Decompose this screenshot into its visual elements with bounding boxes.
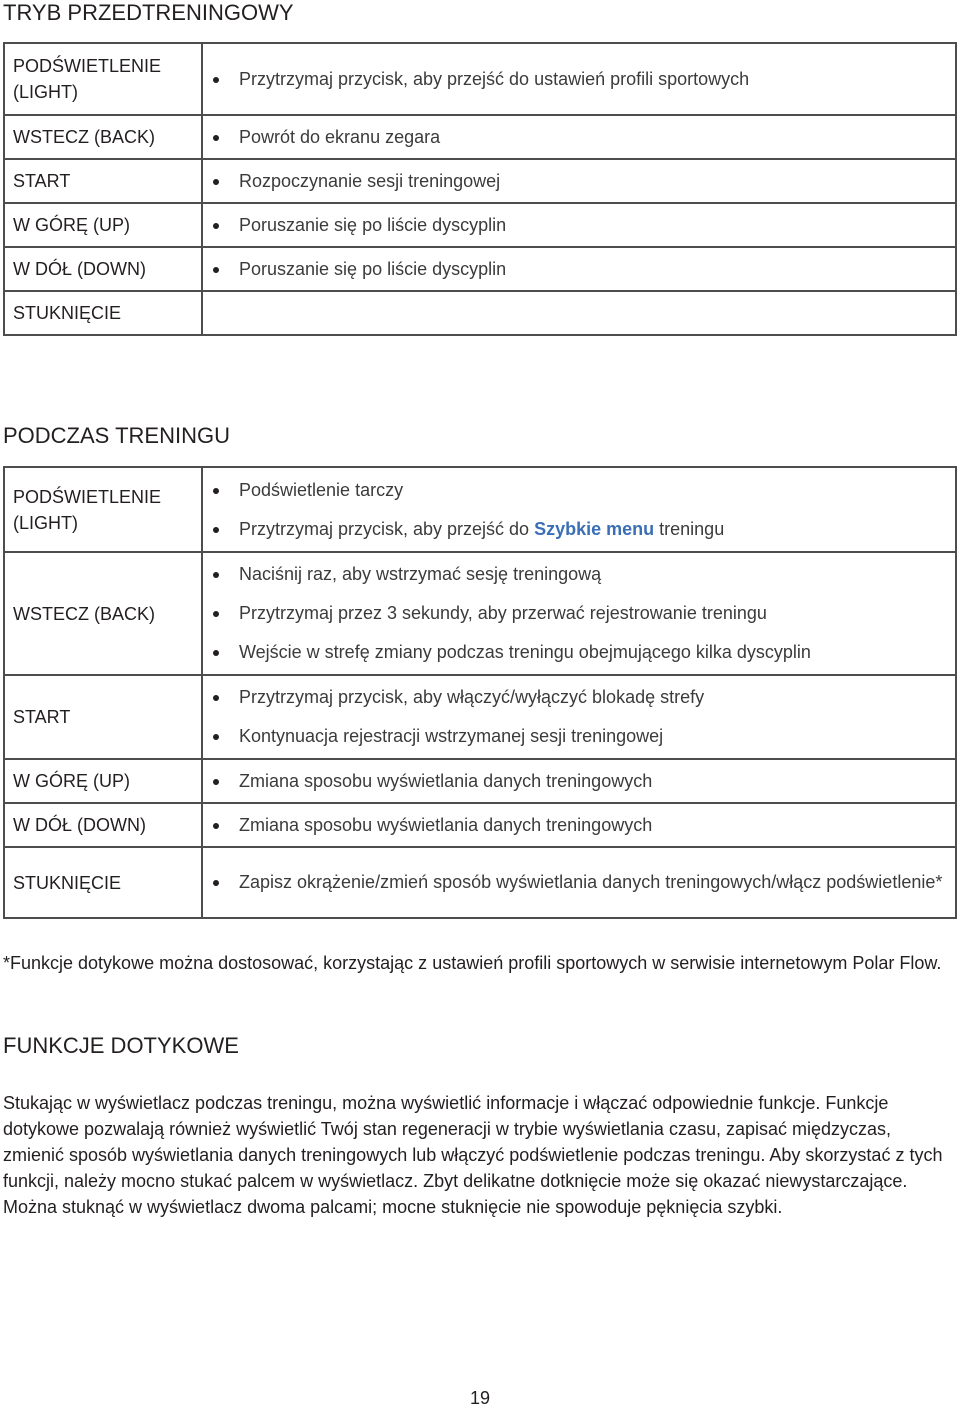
- button-name-down: W DÓŁ (DOWN): [4, 247, 202, 291]
- function-item: Przytrzymaj przycisk, aby przejść do ustawień profili sportowych: [239, 60, 955, 99]
- table-row: [4, 847, 956, 918]
- function-item: Przytrzymaj przycisk, aby włączyć/wyłączyć blokadę strefy: [239, 678, 955, 717]
- function-item: Zmiana sposobu wyświetlania danych treningowych: [239, 806, 955, 845]
- function-item: Przytrzymaj przez 3 sekundy, aby przerwać rejestrowanie treningu: [239, 594, 955, 633]
- button-name-up: W GÓRĘ (UP): [4, 203, 202, 247]
- table-row: [4, 759, 956, 803]
- function-item: [239, 510, 955, 549]
- table-row: [4, 159, 956, 203]
- quick-menu-link[interactable]: Szybkie menu: [534, 518, 655, 539]
- table-row: [4, 203, 956, 247]
- function-cell: [202, 203, 956, 247]
- table-row: [4, 467, 956, 552]
- function-cell: [202, 115, 956, 159]
- page-number: 19: [469, 1388, 491, 1408]
- table-row: [4, 552, 956, 675]
- table-row: [4, 803, 956, 847]
- function-text: Przytrzymaj przycisk, aby przejść do: [239, 518, 530, 539]
- function-item: Poruszanie się po liście dyscyplin: [239, 206, 955, 245]
- function-cell-empty: [202, 291, 956, 335]
- section-title-pre-training: TRYB PRZEDTRENINGOWY: [3, 0, 294, 25]
- function-item: Rozpoczynanie sesji treningowej: [239, 162, 955, 201]
- function-cell: [202, 759, 956, 803]
- function-item: Powrót do ekranu zegara: [239, 118, 955, 157]
- section-title-touch-functions: FUNKCJE DOTYKOWE: [3, 1033, 239, 1058]
- table-row: [4, 43, 956, 115]
- function-item: Poruszanie się po liście dyscyplin: [239, 250, 955, 289]
- table-row: [4, 675, 956, 759]
- function-cell: [202, 675, 956, 759]
- table-row: [4, 115, 956, 159]
- touch-functions-paragraph: Stukając w wyświetlacz podczas treningu, można wyświetlić informacje i włączać odpowiednie funkcje. Funkcje dotykowe pozwalają również wyświetlić Twój stan regeneracji w trybie wyświetlania czasu, zapisać międzyczas, zmienić sposób wyświetlania danych treningowych lub włączyć podświetlenie podczas treningu. Aby skorzystać z tych funkcji, należy mocno stukać palcem w wyświetlacz. Zbyt delikatne dotknięcie może się okazać niewystarczające. Można stuknąć w wyświetlacz dwoma palcami; mocne stuknięcie nie spowoduje pęknięcia szybki.: [3, 1093, 943, 1217]
- function-cell: [202, 247, 956, 291]
- function-item: Zmiana sposobu wyświetlania danych treningowych: [239, 762, 955, 801]
- function-cell: [202, 159, 956, 203]
- function-cell: [202, 552, 956, 675]
- function-item: Zapisz okrążenie/zmień sposób wyświetlania danych treningowych/włącz podświetlenie*: [239, 863, 955, 902]
- function-cell: [202, 467, 956, 552]
- button-name-light: PODŚWIETLENIE (LIGHT): [4, 43, 202, 115]
- table-row: [4, 247, 956, 291]
- button-name-up: W GÓRĘ (UP): [4, 759, 202, 803]
- button-name-back: WSTECZ (BACK): [4, 552, 202, 675]
- function-cell: [202, 43, 956, 115]
- function-item: Wejście w strefę zmiany podczas treningu obejmującego kilka dyscyplin: [239, 633, 955, 672]
- function-item: Podświetlenie tarczy: [239, 471, 955, 510]
- section-title-during-training: PODCZAS TRENINGU: [3, 423, 230, 448]
- button-name-start: START: [4, 675, 202, 759]
- training-button-table: [3, 466, 957, 919]
- table-row: [4, 291, 956, 335]
- button-name-tap: STUKNIĘCIE: [4, 291, 202, 335]
- footnote: *Funkcje dotykowe można dostosować, korzystając z ustawień profili sportowych w serwisie internetowym Polar Flow.: [3, 953, 942, 973]
- function-item: Naciśnij raz, aby wstrzymać sesję treningową: [239, 555, 955, 594]
- button-name-light: PODŚWIETLENIE (LIGHT): [4, 467, 202, 552]
- button-name-back: WSTECZ (BACK): [4, 115, 202, 159]
- pre-training-button-table: [3, 42, 957, 336]
- function-item: Kontynuacja rejestracji wstrzymanej sesji treningowej: [239, 717, 955, 756]
- button-name-start: START: [4, 159, 202, 203]
- function-text: treningu: [659, 518, 725, 539]
- button-name-down: W DÓŁ (DOWN): [4, 803, 202, 847]
- function-cell: [202, 803, 956, 847]
- button-name-tap: STUKNIĘCIE: [4, 847, 202, 918]
- function-cell: [202, 847, 956, 918]
